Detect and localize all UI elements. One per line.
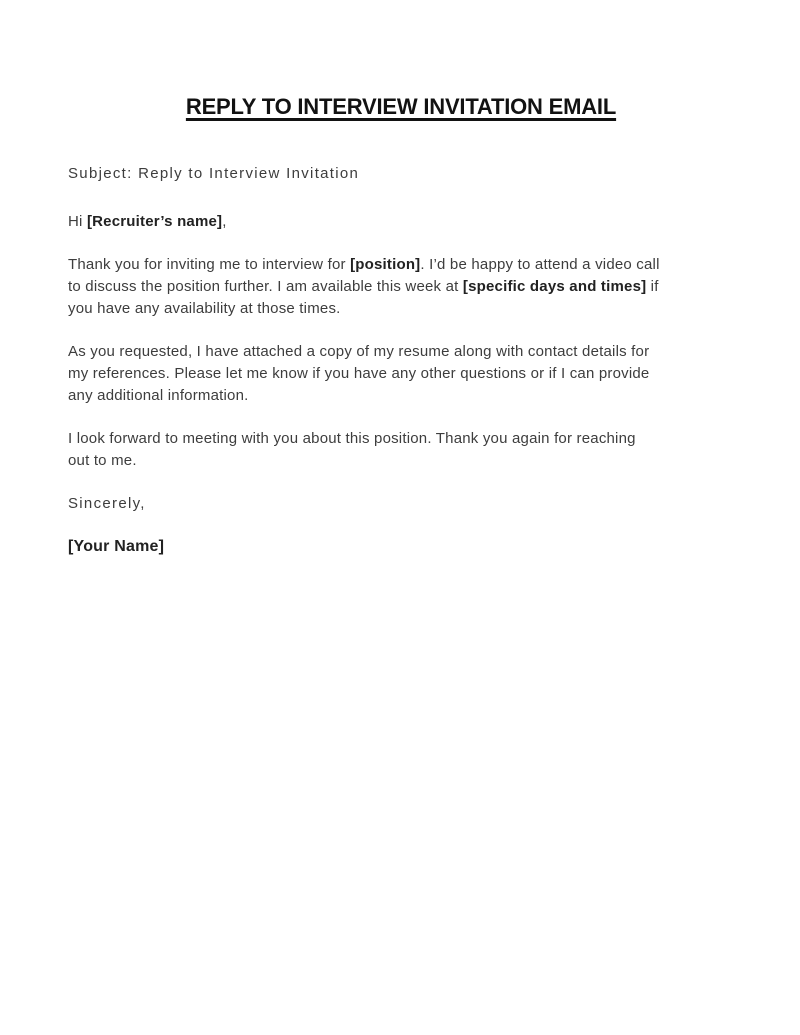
text-line: any additional information. — [68, 387, 249, 404]
text-line: Hi [Recruiter’s name], — [68, 213, 227, 230]
subject-line: Subject: Reply to Interview Invitation — [68, 165, 360, 182]
text-line: I look forward to meeting with you about this position. Thank you again for reaching — [68, 430, 636, 447]
paragraph-resume — [68, 341, 734, 407]
text-line: out to me. — [68, 452, 137, 469]
text-line: you have any availability at those times. — [68, 300, 341, 317]
signature: [Your Name] — [68, 538, 165, 555]
text-line: to discuss the position further. I am available this week at [specific days and times] if — [68, 278, 659, 295]
document-title: REPLY TO INTERVIEW INVITATION EMAIL — [185, 94, 617, 119]
text-line: As you requested, I have attached a copy of my resume along with contact details for — [68, 343, 650, 360]
text-line: Thank you for inviting me to interview for [position]. I’d be happy to attend a video call — [68, 256, 660, 273]
text-line: my references. Please let me know if you have any other questions or if I can provide — [68, 365, 650, 382]
greeting — [68, 211, 734, 233]
paragraph-availability — [68, 254, 734, 320]
closing: Sincerely, — [68, 495, 146, 512]
paragraph-look-forward — [68, 428, 734, 472]
